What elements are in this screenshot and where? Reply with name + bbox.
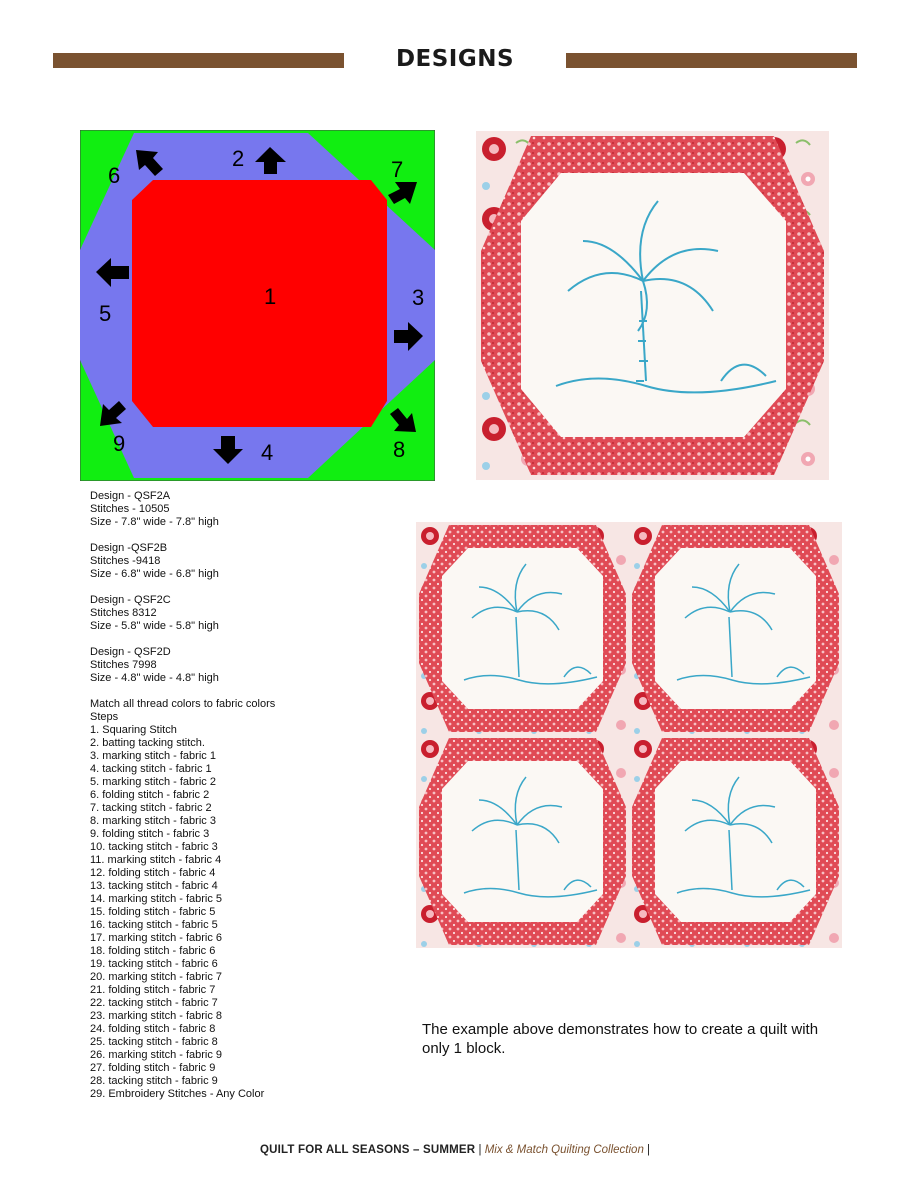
step-item: 4. tacking stitch - fabric 1 xyxy=(90,763,212,775)
design-name: Design - QSF2C xyxy=(90,594,171,606)
step-item: 25. tacking stitch - fabric 8 xyxy=(90,1036,218,1048)
design-spec-qsf2d xyxy=(90,646,400,685)
header-rule-right xyxy=(566,53,857,68)
design-size: Size - 7.8" wide - 7.8" high xyxy=(90,516,219,528)
diagram-number-1: 1 xyxy=(264,284,277,309)
step-item: 26. marking stitch - fabric 9 xyxy=(90,1049,223,1061)
design-size: Size - 5.8" wide - 5.8" high xyxy=(90,620,219,632)
diagram-number-6: 6 xyxy=(108,163,121,188)
quilt-block-illustration xyxy=(476,131,829,480)
step-item: 12. folding stitch - fabric 4 xyxy=(90,867,216,879)
step-item: 1. Squaring Stitch xyxy=(90,724,177,736)
step-item: 14. marking stitch - fabric 5 xyxy=(90,893,223,905)
steps-heading: Steps xyxy=(90,711,119,723)
example-caption: The example above demonstrates how to create a quilt with only 1 block. xyxy=(422,1021,819,1057)
step-item: 13. tacking stitch - fabric 4 xyxy=(90,880,218,892)
step-item: 19. tacking stitch - fabric 6 xyxy=(90,958,218,970)
step-item: 5. marking stitch - fabric 2 xyxy=(90,776,216,788)
footer-separator: | xyxy=(643,1144,651,1156)
page-title: DESIGNS xyxy=(395,46,515,72)
step-item: 21. folding stitch - fabric 7 xyxy=(90,984,216,996)
step-item: 16. tacking stitch - fabric 5 xyxy=(90,919,218,931)
diagram-center-block xyxy=(132,180,387,427)
page-footer xyxy=(0,1144,910,1156)
quilt-grid-illustration xyxy=(416,522,842,948)
step-item: 28. tacking stitch - fabric 9 xyxy=(90,1075,218,1087)
design-name: Design - QSF2A xyxy=(90,490,171,502)
design-spec-qsf2a xyxy=(90,490,400,529)
design-size: Size - 6.8" wide - 6.8" high xyxy=(90,568,219,580)
diagram-number-3: 3 xyxy=(412,285,425,310)
quilt-four-block-photo xyxy=(416,522,842,948)
step-item: 10. tacking stitch - fabric 3 xyxy=(90,841,218,853)
design-stitches: Stitches 7998 xyxy=(90,659,157,671)
step-item: 11. marking stitch - fabric 4 xyxy=(90,854,222,866)
design-stitches: Stitches -9418 xyxy=(90,555,161,567)
step-item: 7. tacking stitch - fabric 2 xyxy=(90,802,212,814)
footer-separator: | xyxy=(475,1144,485,1156)
step-item: 27. folding stitch - fabric 9 xyxy=(90,1062,216,1074)
step-item: 24. folding stitch - fabric 8 xyxy=(90,1023,216,1035)
design-name: Design -QSF2B xyxy=(90,542,168,554)
design-stitches: Stitches 8312 xyxy=(90,607,157,619)
steps-section xyxy=(90,698,400,1101)
diagram-number-4: 4 xyxy=(261,440,274,465)
diagram-number-2: 2 xyxy=(232,146,245,171)
step-item: 23. marking stitch - fabric 8 xyxy=(90,1010,223,1022)
header-rule-left xyxy=(53,53,344,68)
quilt-block-photo xyxy=(476,131,829,480)
step-item: 22. tacking stitch - fabric 7 xyxy=(90,997,218,1009)
footer-collection: Mix & Match Quilting Collection xyxy=(484,1144,644,1156)
step-item: 15. folding stitch - fabric 5 xyxy=(90,906,216,918)
design-name: Design - QSF2D xyxy=(90,646,171,658)
thread-color-note: Match all thread colors to fabric colors xyxy=(90,698,276,710)
step-item: 17. marking stitch - fabric 6 xyxy=(90,932,223,944)
diagram-number-8: 8 xyxy=(393,437,406,462)
step-item: 9. folding stitch - fabric 3 xyxy=(90,828,210,840)
diagram-number-9: 9 xyxy=(113,431,126,456)
design-spec-qsf2c xyxy=(90,594,400,633)
stitch-order-diagram xyxy=(80,130,435,481)
step-item: 2. batting tacking stitch. xyxy=(90,737,205,749)
step-item: 20. marking stitch - fabric 7 xyxy=(90,971,223,983)
step-item: 18. folding stitch - fabric 6 xyxy=(90,945,216,957)
step-item: 6. folding stitch - fabric 2 xyxy=(90,789,210,801)
step-item: 29. Embroidery Stitches - Any Color xyxy=(90,1088,265,1100)
design-size: Size - 4.8" wide - 4.8" high xyxy=(90,672,219,684)
diagram-number-7: 7 xyxy=(391,157,404,182)
diagram-number-5: 5 xyxy=(99,301,112,326)
design-specs xyxy=(90,490,400,1101)
design-spec-qsf2b xyxy=(90,542,400,581)
step-item: 3. marking stitch - fabric 1 xyxy=(90,750,216,762)
step-item: 8. marking stitch - fabric 3 xyxy=(90,815,216,827)
design-stitches: Stitches - 10505 xyxy=(90,503,170,515)
footer-title: QUILT FOR ALL SEASONS – SUMMER xyxy=(259,1144,476,1156)
